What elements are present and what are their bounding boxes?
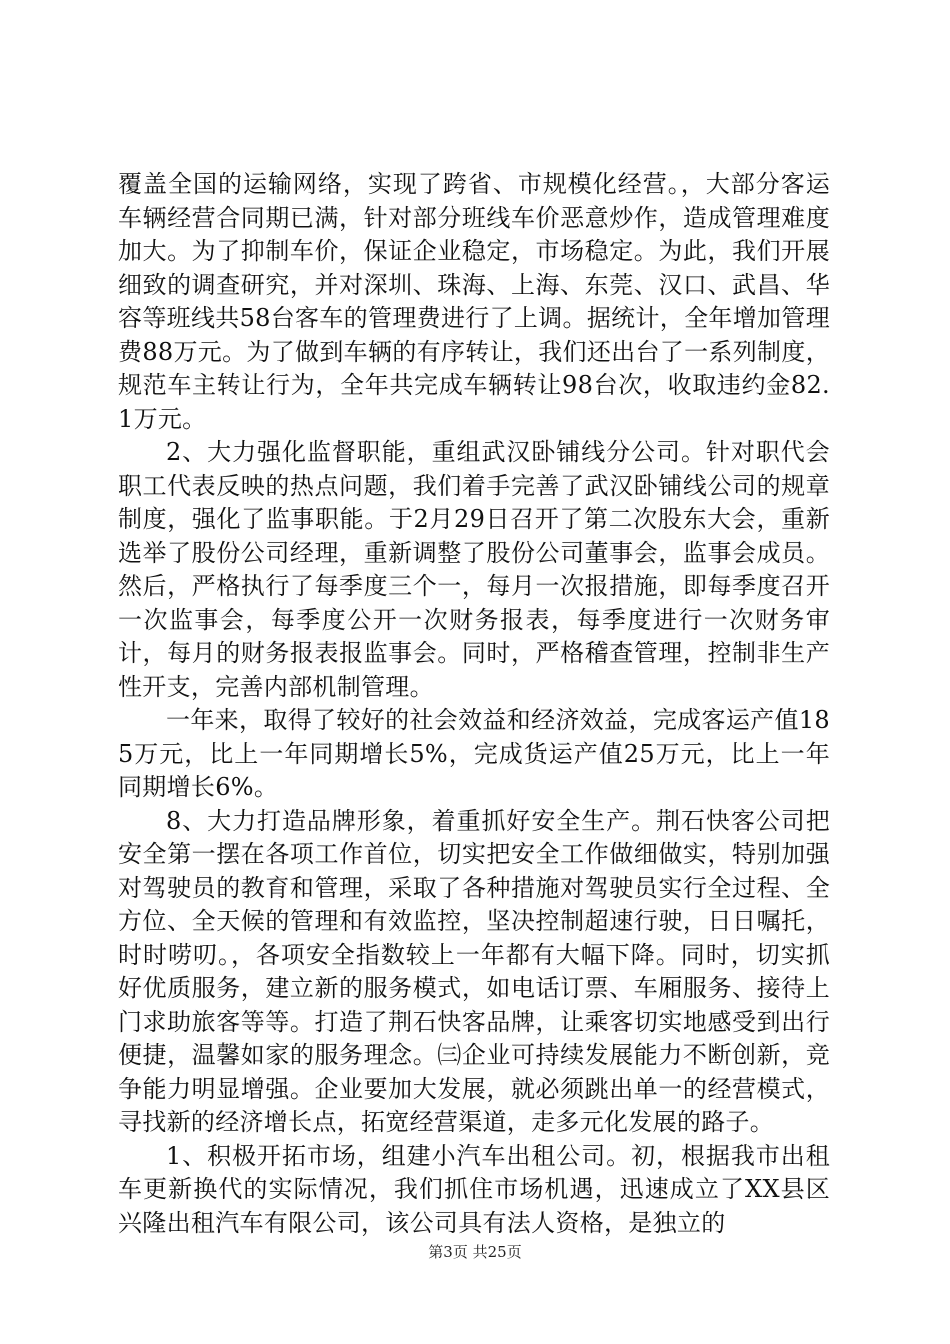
paragraph-4: 8、大力打造品牌形象，着重抓好安全生产。荆石快客公司把安全第一摆在各项工作首位，切实把安全工作做细做实，特别加强对驾驶员的教育和管理，采取了各种措施对驾驶员实行全过程、全方位、全天候的管理和有效监控，坚决控制超速行驶，日日嘱托，时时唠叨。，各项安全指数较上一年都有大幅下降。同时，切实抓好优质服务，建立新的服务模式，如电话订票、车厢服务、接待上门求助旅客等等。打造了荆石快客品牌，让乘客切实地感受到出行便捷，温馨如家的服务理念。㈢企业可持续发展能力不断创新，竞争能力明显增强。企业要加大发展，就必须跳出单一的经营模式，寻找新的经济增长点，拓宽经营渠道，走多元化发展的路子。	[118, 806, 830, 1136]
page-number-footer: 第3页 共25页	[428, 1243, 522, 1261]
paragraph-5: 1、积极开拓市场，组建小汽车出租公司。初，根据我市出租车更新换代的实际情况，我们抓住市场机遇，迅速成立了XX县区兴隆出租汽车有限公司，该公司具有法人资格，是独立的	[118, 1141, 830, 1237]
paragraph-2: 2、大力强化监督职能，重组武汉卧铺线分公司。针对职代会职工代表反映的热点问题，我们着手完善了武汉卧铺线公司的规章制度，强化了监事职能。于2月29日召开了第二次股东大会，重新选举了股份公司经理，重新调整了股份公司董事会，监事会成员。然后，严格执行了每季度三个一，每月一次报措施，即每季度召开一次监事会，每季度公开一次财务报表，每季度进行一次财务审计，每月的财务报表报监事会。同时，严格稽查管理，控制非生产性开支，完善内部机制管理。	[118, 438, 830, 701]
paragraph-3: 一年来，取得了较好的社会效益和经济效益，完成客运产值185万元，比上一年同期增长5%，完成货运产值25万元，比上一年同期增长6%。	[118, 706, 830, 801]
document-body	[118, 168, 830, 1240]
paragraph-1: 覆盖全国的运输网络，实现了跨省、市规模化经营。，大部分客运车辆经营合同期已满，针对部分班线车价恶意炒作，造成管理难度加大。为了抑制车价，保证企业稳定，市场稳定。为此，我们开展细致的调查研究，并对深圳、珠海、上海、东莞、汉口、武昌、华容等班线共58台客车的管理费进行了上调。据统计，全年增加管理费88万元。为了做到车辆的有序转让，我们还出台了一系列制度，规范车主转让行为，全年共完成车辆转让98台次，收取违约金82.1万元。	[118, 170, 830, 433]
